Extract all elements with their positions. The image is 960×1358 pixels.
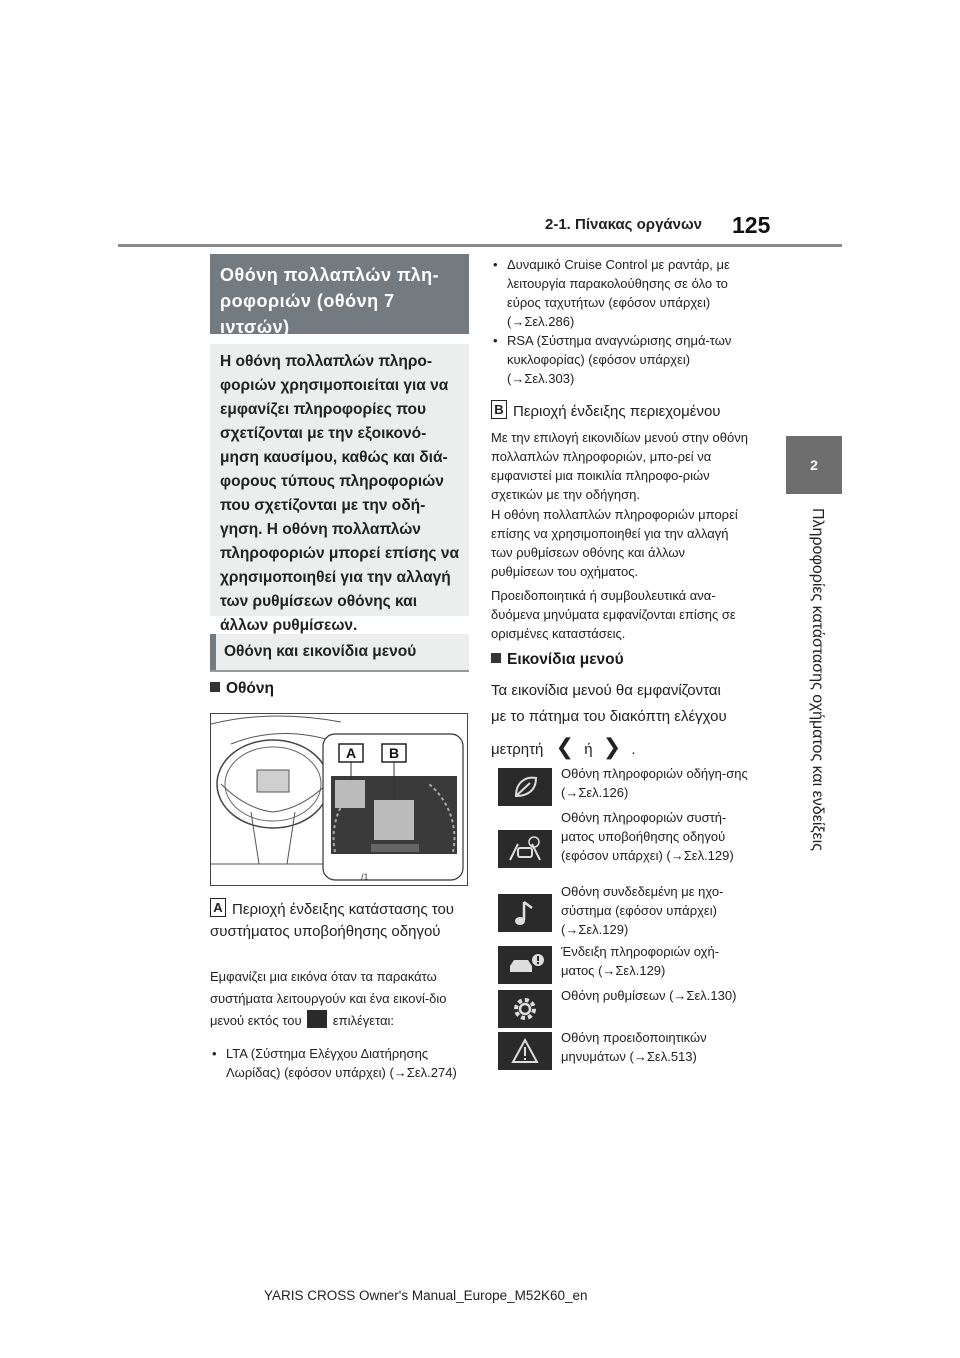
driver-assist-icon <box>498 830 552 868</box>
chevron-right-icon: ❯ <box>602 734 622 759</box>
driver-assist-inline-icon <box>307 1010 327 1028</box>
square-bullet-icon <box>210 682 220 692</box>
bullet-rsa: • RSA (Σύστημα αναγνώρισης σημά-των κυκλοφορίας) (εφόσον υπάρχει) (→Σελ.303) <box>491 331 751 388</box>
instrument-illustration <box>211 714 467 885</box>
area-b-para3: Προειδοποιητικά ή συμβουλευτικά ανα-δυόμενα μηνύματα εμφανίζονται επίσης σε ορισμένες καταστάσεις. <box>491 588 736 641</box>
vehicle-info-icon <box>498 946 552 984</box>
figure-label-a: A <box>345 745 357 761</box>
area-a-bullets-left <box>210 1044 472 1082</box>
menu-intro-line1: Τα εικονίδια μενού θα εμφανίζονται <box>491 682 721 699</box>
menu-item-text: Οθόνη προειδοποιητικών μηνυμάτων (→Σελ.513) <box>561 1030 707 1064</box>
page-number: 125 <box>732 212 771 238</box>
area-b-para2: Η οθόνη πολλαπλών πληροφοριών μπορεί επίσης να χρησιμοποιηθεί για την αλλαγή των ρυθμίσεων οθόνης και άλλων ρυθμίσεων του οχήματος. <box>491 507 738 579</box>
chapter-side-label: Πληροφορίες κατάστασης οχήματος και ενδείξεις <box>809 508 826 851</box>
square-bullet-icon <box>491 653 501 663</box>
intro-box-body: Η οθόνη πολλαπλών πληρο-φοριών χρησιμοποιείται για να εμφανίζει πληροφορίες που σχετίζονται με την εξοικονό-μηση καυσίμου, καθώς και διά-φορους τύπους πληροφοριών που σχετίζονται με την οδή-γηση. Η οθόνη πολλαπλών πληροφοριών μπορεί επίσης να χρησιμοποιηθεί για την αλλαγή των ρυθμίσεων οθόνης και άλλων ρυθμίσεων. <box>210 344 469 616</box>
menu-item-text: Ένδειξη πληροφοριών οχή-ματος (→Σελ.129) <box>561 944 720 978</box>
menu-item-text: Οθόνη πληροφοριών οδήγη-σης (→Σελ.126) <box>561 766 748 800</box>
bullet-cruise-control: • Δυναμικό Cruise Control με ραντάρ, με λειτουργία παρακολούθησης σε όλο το εύρος ταχυτήτων (εφόσον υπάρχει) (→Σελ.286) <box>491 255 751 331</box>
bullet-lta: • LTA (Σύστημα Ελέγχου Διατήρησης Λωρίδας) (εφόσον υπάρχει) (→Σελ.274) <box>210 1044 472 1082</box>
music-note-icon <box>498 894 552 932</box>
area-a-label: A <box>210 898 226 917</box>
leaf-icon <box>498 768 552 806</box>
area-a-title-text: Περιοχή ένδειξης κατάστασης του συστήματος υποβοήθησης οδηγού <box>210 901 454 940</box>
area-b-label: B <box>491 400 507 419</box>
subsection-title: Οθόνη και εικονίδια μενού <box>210 634 469 670</box>
menu-icons-intro <box>491 678 751 763</box>
menu-item-text: Οθόνη συνδεδεμένη με ηχο-σύστημα (εφόσον υπάρχει) (→Σελ.129) <box>561 884 724 937</box>
screen-heading <box>210 680 274 698</box>
area-a-text: Εμφανίζει μια εικόνα όταν τα παρακάτω συστήματα λειτουργούν και ένα εικονί-διο μενού εκτός του <box>210 969 447 1028</box>
menu-intro-start: μετρητή <box>491 741 544 758</box>
menu-item-text: Οθόνη ρυθμίσεων (→Σελ.130) <box>561 988 737 1003</box>
gear-icon <box>498 990 552 1028</box>
area-a-text-end: επιλέγεται: <box>332 1013 395 1028</box>
intro-box-title: Οθόνη πολλαπλών πλη-ροφοριών (οθόνη 7 ιντσών) <box>210 254 469 334</box>
area-b-para1: Με την επιλογή εικονιδίων μενού στην οθόνη πολλαπλών πληροφοριών, μπο-ρεί να εμφανιστεί μια ποικιλία πληροφο-ριών σχετικών με την οδήγηση. <box>491 430 748 502</box>
menu-item-text: Οθόνη πληροφοριών συστή-ματος υποβοήθησης οδηγού (εφόσον υπάρχει) (→Σελ.129) <box>561 810 734 863</box>
instrument-figure <box>210 713 468 886</box>
menu-intro-or: ή <box>584 741 593 758</box>
chevron-left-icon: ❮ <box>555 734 575 759</box>
area-a-bullets-right <box>491 255 751 388</box>
footer-text: YARIS CROSS Owner's Manual_Europe_M52K60_en <box>264 1288 588 1303</box>
screen-heading-text: Οθόνη <box>226 680 274 697</box>
header-rule <box>118 244 842 247</box>
section-title: 2-1. Πίνακας οργάνων <box>545 216 702 233</box>
subsection-rule <box>210 670 469 672</box>
area-a-description <box>210 966 472 1032</box>
menu-intro-line3 <box>491 734 751 763</box>
area-a-title <box>210 898 470 943</box>
area-b-title-text: Περιοχή ένδειξης περιεχομένου <box>513 403 721 420</box>
chapter-side-text <box>806 508 830 851</box>
menu-icons-heading <box>491 651 624 669</box>
menu-intro-line2: με το πάτημα του διακόπτη ελέγχου <box>491 708 727 725</box>
chapter-tab: 2 <box>786 436 842 494</box>
area-b-title <box>491 400 751 423</box>
figure-code: /1 <box>361 872 369 882</box>
warning-icon <box>498 1032 552 1070</box>
menu-intro-end: . <box>631 741 636 758</box>
menu-icons-heading-text: Εικονίδια μενού <box>507 651 624 668</box>
figure-label-b: B <box>388 745 400 761</box>
